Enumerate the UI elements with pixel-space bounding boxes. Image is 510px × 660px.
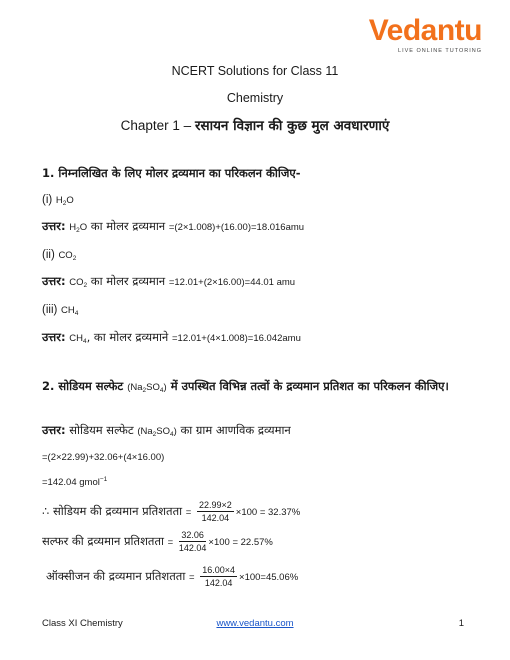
- formula: $H_2O$: [69, 222, 88, 234]
- chapter-heading: [0, 116, 510, 134]
- q2-text: 2. सोडियम सल्फेट $(Na_2SO_4)$ में उपस्थित विभिन्न तत्वों के द्रव्यमान प्रतिशत का परिकलन कीजिए।: [42, 379, 449, 394]
- q1-part-ii: (ii) $CO_2$: [42, 249, 77, 262]
- doc-subject: Chemistry: [226, 91, 284, 105]
- vedantu-logo: [342, 16, 482, 60]
- formula: $(Na_2SO_4)$: [127, 382, 167, 394]
- q1-answer-iii: उत्तर: $CH_4$, का मोलर द्रव्यमाने =12.01+(4×1.008)=16.042amu: [42, 330, 301, 345]
- q2-sulphur-percent: सल्फर की द्रव्यमान प्रतिशतता = $\frac{32.06}{142.04}$ ×100 = 22.57%: [42, 530, 273, 553]
- q1-answer-ii: उत्तर: $CO_2$ का मोलर द्रव्यमान =12.01+(2×16.00)=44.01 amu: [42, 274, 296, 289]
- answer-expression: =(2×1.008)+(16.00)=18.016amu: [168, 222, 305, 233]
- formula: $CO_2$: [69, 277, 88, 289]
- formula: $H_2O$: [55, 195, 74, 207]
- answer-expression: =12.01+(2×16.00)=44.01 amu: [168, 277, 296, 288]
- q1-part-i: (i) $H_2O$: [42, 194, 74, 207]
- chapter-title: रसायन विज्ञान की कुछ मुल अवधारणाएं: [194, 118, 390, 134]
- footer-website-link[interactable]: www.vedantu.com: [216, 618, 294, 629]
- doc-title: NCERT Solutions for Class 11: [171, 64, 339, 78]
- logo-brand: Vedantu: [368, 14, 482, 47]
- q1-answer-i: उत्तर: $H_2O$ का मोलर द्रव्यमान =(2×1.008)+(16.00)=18.016amu: [42, 219, 305, 234]
- answer-expression: =12.01+(4×1.008)=16.042amu: [171, 333, 301, 344]
- footer-class-label: Class XI Chemistry: [42, 618, 123, 629]
- page-number: 1: [458, 618, 464, 629]
- fraction: $\frac{22.99\times 2}{142.04}$: [199, 500, 232, 523]
- q2-calc-line1: =(2×22.99)+32.06+(4×16.00): [42, 452, 165, 463]
- q1-part-iii: (iii) $CH_4$: [42, 304, 79, 317]
- logo-tagline: LIVE ONLINE TUTORING: [398, 48, 482, 54]
- formula: $CH_4$: [60, 305, 79, 317]
- formula: $(Na_2SO_4)$: [137, 426, 177, 438]
- formula: $CO_2$: [58, 250, 77, 262]
- formula: $CH_4$: [69, 333, 87, 345]
- q2-calc-line2: =142.04 gmol$^{-1}$: [42, 476, 108, 488]
- fraction: $\frac{16.00\times 4}{142.04}$: [202, 565, 236, 588]
- chapter-prefix: Chapter 1 –: [120, 118, 195, 133]
- q2-oxygen-percent: ऑक्सीजन की द्रव्यमान प्रतिशतता = $\frac{16.00\times 4}{142.04}$ ×100=45.06%: [46, 565, 299, 588]
- q1-text: 1. निम्नलिखित के लिए मोलर द्रव्यमान का परिकलन कीजिए-: [42, 166, 301, 180]
- q2-sodium-percent: ∴ सोडियम की द्रव्यमान प्रतिशतता = $\frac{22.99\times 2}{142.04}$ ×100 = 32.37%: [42, 500, 301, 523]
- fraction: $\frac{32.06}{142.04}$: [178, 530, 207, 553]
- footer-link-wrap: [0, 618, 510, 629]
- q2-answer-intro: उत्तर: सोडियम सल्फेट $(Na_2SO_4)$ का ग्राम आणविक द्रव्यमान: [42, 423, 291, 438]
